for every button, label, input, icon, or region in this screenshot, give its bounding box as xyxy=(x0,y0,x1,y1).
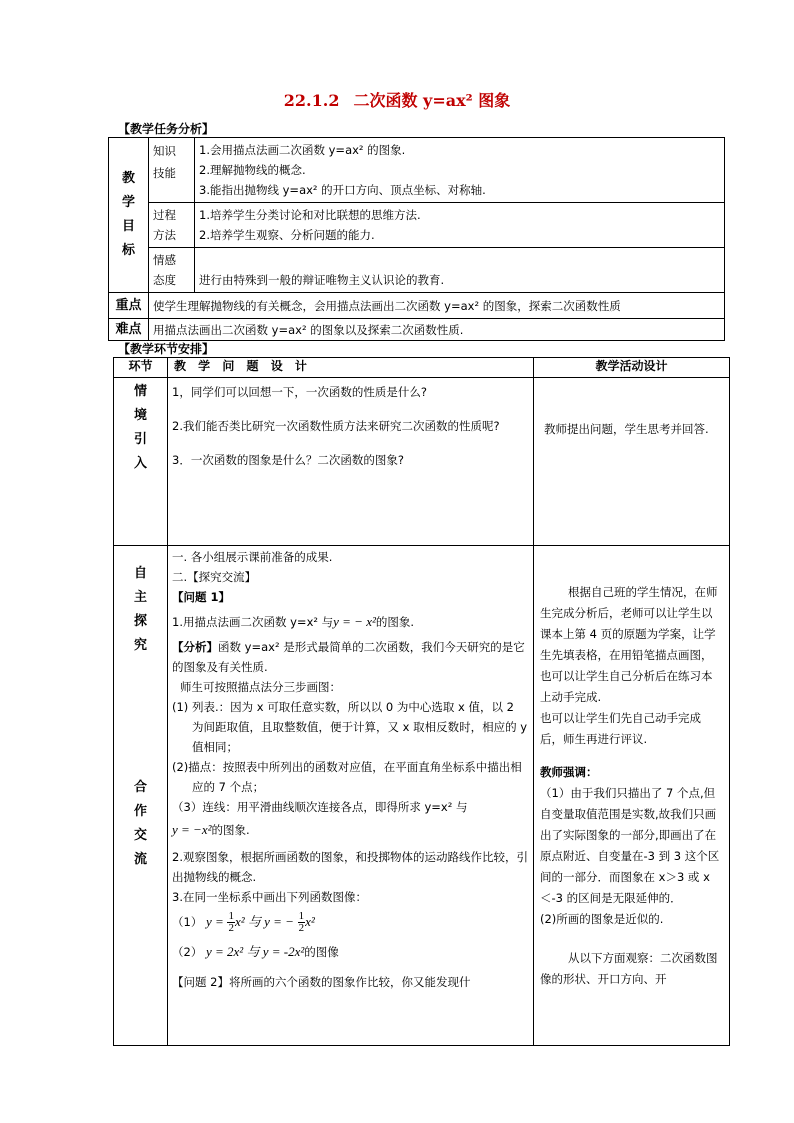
stage-char: 入 xyxy=(133,456,147,471)
equation-2 xyxy=(172,942,529,962)
fraction xyxy=(227,911,235,934)
objective-item: 1.培养学生分类讨论和对比联想的思维方法. xyxy=(199,208,421,222)
objective-items-attitude xyxy=(195,248,725,293)
objective-label-knowledge xyxy=(149,138,195,203)
page-title xyxy=(0,88,794,111)
objective-item: 2.培养学生观察、分析问题的能力. xyxy=(199,228,375,242)
plan-table xyxy=(113,357,730,1046)
stage-char: 合 xyxy=(133,780,147,795)
explore-line: 二.【探究交流】 xyxy=(172,570,257,584)
equation-1 xyxy=(172,910,529,934)
q1-text: 的图象. xyxy=(375,615,415,629)
explore-line: 一. 各小组展示课前准备的成果. xyxy=(172,550,333,564)
objective-item: 3.能指出抛物线 y=ax² 的开口方向、顶点坐标、对称轴. xyxy=(199,183,486,197)
analysis-text: 函数 y=ax² 是形式最简单的二次函数，我们今天研究的是它的图象及有关性质. xyxy=(172,640,525,674)
objective-item: 2.理解抛物线的概念. xyxy=(199,163,306,177)
q1-text: 1.用描点法画二次函数 y=x² 与 xyxy=(172,615,334,629)
section-heading-task-analysis: 【教学任务分析】 xyxy=(118,122,215,136)
fraction xyxy=(298,911,306,934)
label-line: 方法 xyxy=(153,228,176,242)
eq-math: y = 2x² 与 y = -2x² xyxy=(205,944,305,959)
intro-questions xyxy=(168,378,534,546)
objective-label-attitude xyxy=(149,248,195,293)
objectives-table xyxy=(108,137,725,341)
header-activity-design: 教学活动设计 xyxy=(534,358,730,378)
observe-paragraph: 2.观察图象，根据所画函数的图象，和投掷物体的运动路线作比较，引出抛物线的概念. xyxy=(172,850,528,884)
header-question-design xyxy=(168,358,534,378)
label-line: 情感 xyxy=(153,253,176,267)
intro-question: 1，同学们可以回想一下，一次函数的性质是什么? xyxy=(172,385,427,399)
stage-explore-cooperate xyxy=(114,546,168,1046)
stage-char: 作 xyxy=(133,804,147,819)
frac-num: 1 xyxy=(298,910,305,922)
difficulty-text: 用描点法画出二次函数 y=ax² 的图象以及探索二次函数性质. xyxy=(149,319,725,341)
activity-emphasis: 教师强调： xyxy=(540,765,598,779)
intro-activity xyxy=(534,378,730,546)
eq-text: 的图像 xyxy=(304,945,339,959)
objective-items-knowledge xyxy=(195,138,725,203)
frac-den: 2 xyxy=(228,922,234,934)
question-1-label: 【问题 1】 xyxy=(172,590,231,604)
question-1-text xyxy=(172,612,529,632)
activity-paragraph: (2)所画的图象是近似的. xyxy=(540,912,664,926)
step-2: (2)描点：按照表中所列出的函数对应值，在平面直角坐标系中描出相应的 7 个点； xyxy=(172,760,522,794)
difficulty-label: 难点 xyxy=(109,319,149,341)
eq-math: x² xyxy=(305,914,315,929)
header-question-text: 教 学 问 题 设 计 xyxy=(174,359,311,373)
frac-num: 1 xyxy=(228,910,234,922)
objective-items-process xyxy=(195,203,725,248)
step-3-text: （3）连线：用平滑曲线顺次连接各点，即得所求 y=x² 与 xyxy=(172,800,468,814)
activity-paragraph: （1）由于我们只描出了 7 个点,但自变量取值范围是实数,故我们只画出了实际图象的一部分,即画出了在原点附近、自变量在-3 到 3 这个区间的一部分．而图象在 x＞3 或 x＜-3 的区间是无限延伸的． xyxy=(540,786,720,905)
stage-char: 主 xyxy=(133,590,147,605)
steps-intro: 师生可按照描点法分三步画图： xyxy=(180,680,341,694)
group-char: 目 xyxy=(121,219,135,234)
stage-intro xyxy=(114,378,168,546)
objective-item: 进行由特殊到一般的辩证唯物主义认识论的教育. xyxy=(199,273,445,287)
q1-math: y = − x² xyxy=(333,614,376,629)
eq-math: x² 与 y = − xyxy=(234,914,294,929)
step-3 xyxy=(172,797,529,817)
group-char: 学 xyxy=(121,195,135,210)
group-char: 教 xyxy=(121,171,135,186)
stage-char: 境 xyxy=(133,408,147,423)
step-3-cont xyxy=(172,820,529,840)
step-3-math: y = −x² xyxy=(172,822,212,837)
objective-label-process xyxy=(149,203,195,248)
objectives-group-label xyxy=(109,138,149,293)
eq-label: （2） xyxy=(172,945,203,959)
group-char: 标 xyxy=(121,243,135,258)
key-point-label: 重点 xyxy=(109,293,149,319)
step-1: (1) 列表.：因为 x 可取任意实数，所以以 0 为中心选取 x 值，以 2 为间距取值，且取整数值，便于计算，又 x 取相反数时，相应的 y 值相同； xyxy=(172,700,528,754)
frac-den: 2 xyxy=(298,922,305,934)
stage-char: 流 xyxy=(133,852,147,867)
objective-item: 1.会用描点法画二次函数 y=ax² 的图象. xyxy=(199,143,406,157)
stage-char: 引 xyxy=(133,432,147,447)
activity-paragraph: 根据自己班的学生情况，在师生完成分析后，老师可以让学生以课本上第 4 页的原题为学案，让学生先填表格，在用铅笔描点画图，也可以让学生自己分析后在练习本上动手完成. xyxy=(540,585,718,704)
title-text: 二次函数 y=ax² 图象 xyxy=(353,91,511,110)
header-stage: 环节 xyxy=(114,358,168,378)
stage-char: 探 xyxy=(133,614,147,629)
activity-paragraph: 也可以让学生们先自己动手完成后，师生再进行评议. xyxy=(540,711,701,746)
question-2: 【问题 2】将所画的六个函数的图象作比较，你又能发现什 xyxy=(172,975,471,989)
label-line: 过程 xyxy=(153,208,176,222)
step-3-text: 的图象. xyxy=(211,823,250,837)
eq-label: （1） xyxy=(172,915,203,929)
intro-activity-text: 教师提出问题，学生思考并回答. xyxy=(544,422,709,436)
eq-math: y = xyxy=(205,914,224,929)
analysis-paragraph xyxy=(172,637,529,677)
stage-char: 自 xyxy=(133,566,147,581)
key-point-text: 使学生理解抛物线的有关概念，会用描点法画出二次函数 y=ax² 的图象，探索二次函数性质 xyxy=(149,293,725,319)
intro-question: 3．一次函数的图象是什么？二次函数的图象? xyxy=(172,453,404,467)
stage-char: 情 xyxy=(133,384,147,399)
explore-activity xyxy=(534,546,730,1046)
label-line: 态度 xyxy=(153,273,176,287)
explore-content xyxy=(168,546,534,1046)
title-number: 22.1.2 xyxy=(283,91,340,110)
label-line: 知识 xyxy=(153,144,176,158)
label-line: 技能 xyxy=(153,166,176,180)
section-heading-arrangement: 【教学环节安排】 xyxy=(118,342,215,356)
stage-char: 交 xyxy=(133,828,147,843)
stage-char: 究 xyxy=(133,638,147,653)
draw-instruction: 3.在同一坐标系中画出下列函数图像： xyxy=(172,890,367,904)
activity-paragraph: 从以下方面观察：二次函数图像的形状、开口方向、开 xyxy=(540,951,718,986)
analysis-label: 【分析】 xyxy=(172,640,218,654)
intro-question: 2.我们能否类比研究一次函数性质方法来研究二次函数的性质呢? xyxy=(172,419,500,433)
